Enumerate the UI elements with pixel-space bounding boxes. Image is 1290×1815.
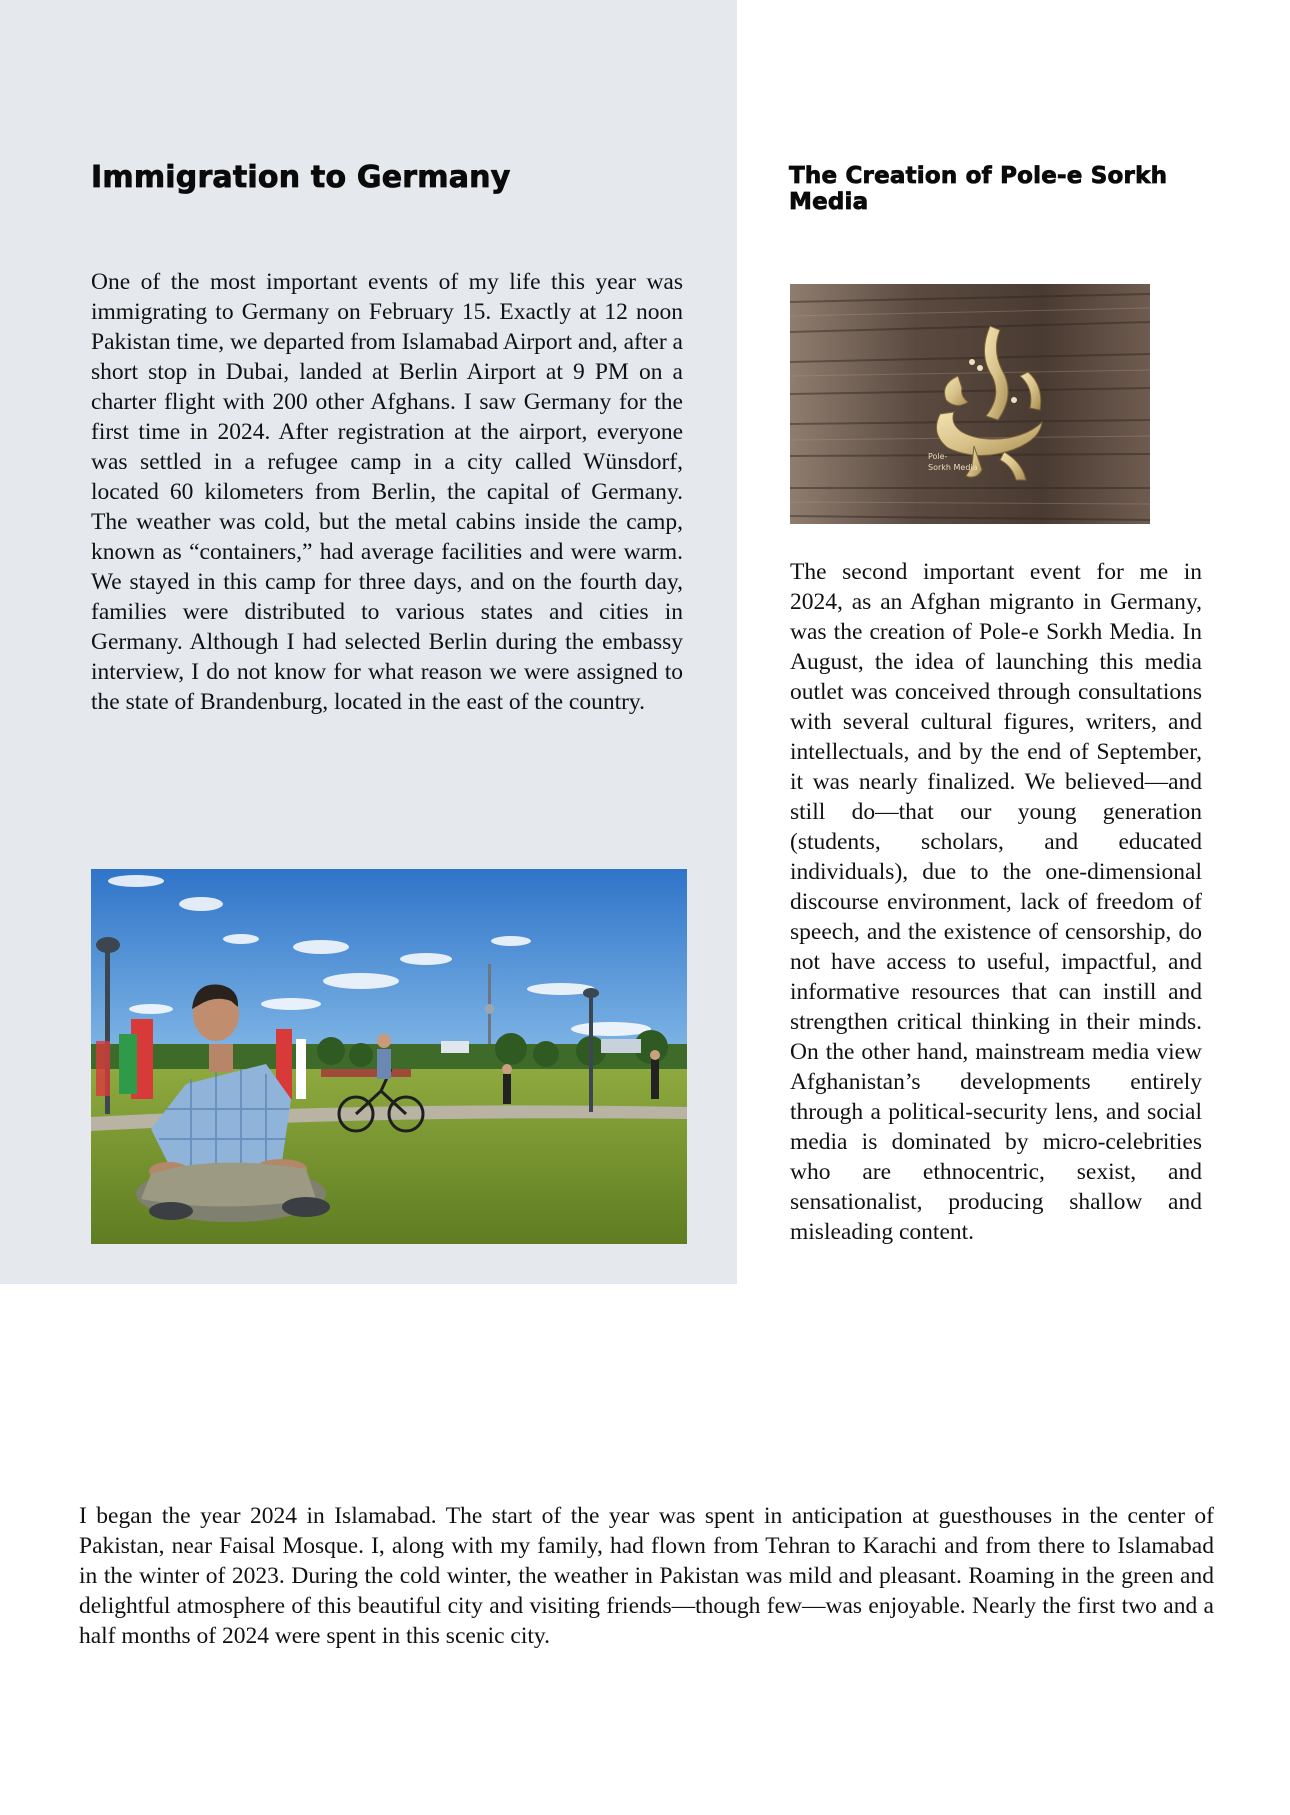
immigration-paragraph: One of the most important events of my life this year was immigrating to Germany on February 15. Exactly at 12 noon Pakistan time, we departed from Islamabad Airport and, after a short stop in Dubai, landed at Berlin Airport at 9 PM on a charter flight with 200 other Afghans. I saw Germany for the first time in 2024. After registration at the airport, everyone was settled in a refugee camp in a city called Wünsdorf, located 60 kilometers from Berlin, the capital of Germany. The weather was cold, but the metal cabins inside the camp, known as “containers,” had average facilities and were warm. We stayed in this camp for three days, and on the fourth day, families were distributed to various states and cities in Germany. Although I had selected Berlin during the embassy interview, I do not know for what reason we were assigned to the state of Brandenburg, located in the east of the country. <box>91 269 683 715</box>
media-heading: The Creation of Pole-e Sorkh Media <box>789 163 1168 215</box>
media-paragraph: The second important event for me in 2024, as an Afghan migranto in Germany, was the creation of Pole-e Sorkh Media. In August, the idea of launching this media outlet was conceived through consultations with several cultural figures, writers, and intellectuals, and by the end of September, it was nearly finalized. We believed—and still do—that our young generation (students, scholars, and educated individuals), due to the one-dimensional discourse environment, lack of freedom of speech, and the existence of censorship, do not have access to useful, impactful, and informative resources that can instill and strengthen critical thinking in their minds. On the other hand, mainstream media view Afghanistan’s developments entirely through a political-security lens, and social media is dominated by micro-celebrities who are ethnocentric, sexist, and sensationalist, producing shallow and misleading content. <box>790 559 1202 1245</box>
logo-caption-line2: Sorkh Media <box>928 463 978 472</box>
pole-sorkh-logo-photo <box>790 284 1150 524</box>
berlin-park-photo <box>91 869 687 1244</box>
islamabad-paragraph: I began the year 2024 in Islamabad. The start of the year was spent in anticipation at guesthouses in the center of Pakistan, near Faisal Mosque. I, along with my family, had flown from Tehran to Karachi and from there to Islamabad in the winter of 2023. During the cold winter, the weather in Pakistan was mild and pleasant. Roaming in the green and delightful atmosphere of this beautiful city and visiting friends—though few—was enjoyable. Nearly the first two and a half months of 2024 were spent in this scenic city. <box>79 1503 1214 1649</box>
immigration-heading: Immigration to Germany <box>91 160 511 195</box>
berlin-park-illustration <box>91 869 687 1244</box>
logo-caption-line1: Pole- <box>928 452 948 461</box>
pole-sorkh-logo-illustration <box>790 284 1150 524</box>
